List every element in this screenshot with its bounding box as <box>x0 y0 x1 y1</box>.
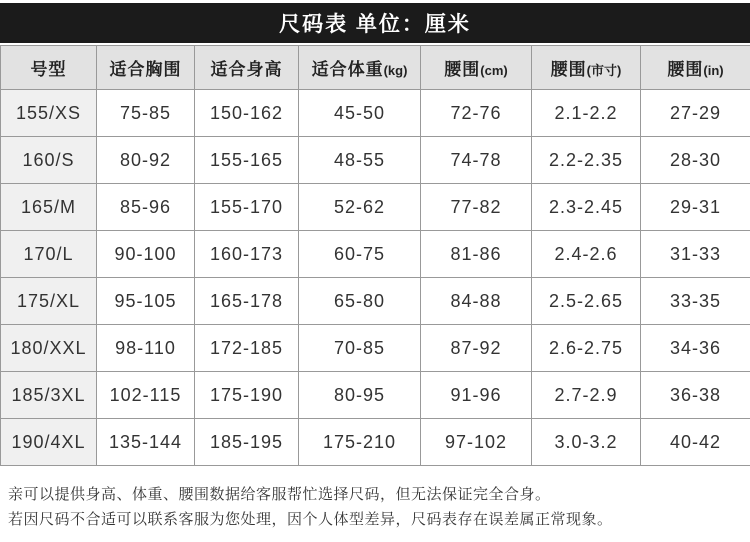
table-cell: 2.1-2.2 <box>532 90 641 137</box>
table-cell: 40-42 <box>641 419 750 466</box>
table-cell: 2.7-2.9 <box>532 372 641 419</box>
table-cell: 48-55 <box>299 137 421 184</box>
table-cell: 102-115 <box>97 372 195 419</box>
table-cell: 72-76 <box>421 90 532 137</box>
table-row <box>1 90 750 137</box>
notes-section <box>0 482 750 532</box>
table-cell: 98-110 <box>97 325 195 372</box>
table-cell: 70-85 <box>299 325 421 372</box>
table-cell: 77-82 <box>421 184 532 231</box>
table-cell: 135-144 <box>97 419 195 466</box>
table-row <box>1 231 750 278</box>
table-cell: 150-162 <box>195 90 299 137</box>
size-table <box>0 45 750 466</box>
table-row <box>1 184 750 231</box>
table-row <box>1 137 750 184</box>
table-cell: 160-173 <box>195 231 299 278</box>
table-cell: 84-88 <box>421 278 532 325</box>
table-cell: 80-92 <box>97 137 195 184</box>
table-cell: 2.4-2.6 <box>532 231 641 278</box>
table-cell: 87-92 <box>421 325 532 372</box>
column-header-waist-cm: 腰围(cm) <box>421 46 532 90</box>
table-cell: 91-96 <box>421 372 532 419</box>
column-header-height: 适合身高 <box>195 46 299 90</box>
column-header-waist-in: 腰围(in) <box>641 46 750 90</box>
table-cell: 36-38 <box>641 372 750 419</box>
size-cell: 170/L <box>1 231 97 278</box>
table-cell: 2.5-2.65 <box>532 278 641 325</box>
table-cell: 97-102 <box>421 419 532 466</box>
size-cell: 185/3XL <box>1 372 97 419</box>
size-cell: 165/M <box>1 184 97 231</box>
table-cell: 95-105 <box>97 278 195 325</box>
table-cell: 28-30 <box>641 137 750 184</box>
table-cell: 52-62 <box>299 184 421 231</box>
table-cell: 172-185 <box>195 325 299 372</box>
size-cell: 190/4XL <box>1 419 97 466</box>
table-cell: 45-50 <box>299 90 421 137</box>
table-row <box>1 419 750 466</box>
table-cell: 3.0-3.2 <box>532 419 641 466</box>
table-cell: 75-85 <box>97 90 195 137</box>
table-cell: 65-80 <box>299 278 421 325</box>
column-header-weight: 适合体重(kg) <box>299 46 421 90</box>
table-row <box>1 325 750 372</box>
table-cell: 155-165 <box>195 137 299 184</box>
table-cell: 155-170 <box>195 184 299 231</box>
size-cell: 160/S <box>1 137 97 184</box>
table-cell: 175-210 <box>299 419 421 466</box>
size-cell: 155/XS <box>1 90 97 137</box>
table-row <box>1 278 750 325</box>
table-cell: 34-36 <box>641 325 750 372</box>
table-cell: 29-31 <box>641 184 750 231</box>
table-cell: 185-195 <box>195 419 299 466</box>
header-row <box>1 46 750 90</box>
column-header-chest: 适合胸围 <box>97 46 195 90</box>
column-header-size: 号型 <box>1 46 97 90</box>
table-cell: 90-100 <box>97 231 195 278</box>
table-cell: 60-75 <box>299 231 421 278</box>
size-cell: 180/XXL <box>1 325 97 372</box>
table-cell: 2.3-2.45 <box>532 184 641 231</box>
page-title: 尺码表 单位：厘米 <box>279 13 471 36</box>
note-line: 亲可以提供身高、体重、腰围数据给客服帮忙选择尺码，但无法保证完全合身。 <box>8 486 551 503</box>
table-cell: 175-190 <box>195 372 299 419</box>
size-cell: 175/XL <box>1 278 97 325</box>
table-cell: 165-178 <box>195 278 299 325</box>
column-header-waist-shicun: 腰围(市寸) <box>532 46 641 90</box>
note-line: 若因尺码不合适可以联系客服为您处理，因个人体型差异，尺码表存在误差属正常现象。 <box>8 511 613 528</box>
table-row <box>1 372 750 419</box>
table-cell: 27-29 <box>641 90 750 137</box>
table-cell: 31-33 <box>641 231 750 278</box>
title-bar <box>0 3 750 43</box>
table-cell: 2.6-2.75 <box>532 325 641 372</box>
table-cell: 2.2-2.35 <box>532 137 641 184</box>
table-cell: 85-96 <box>97 184 195 231</box>
table-cell: 74-78 <box>421 137 532 184</box>
table-cell: 33-35 <box>641 278 750 325</box>
table-cell: 80-95 <box>299 372 421 419</box>
table-cell: 81-86 <box>421 231 532 278</box>
